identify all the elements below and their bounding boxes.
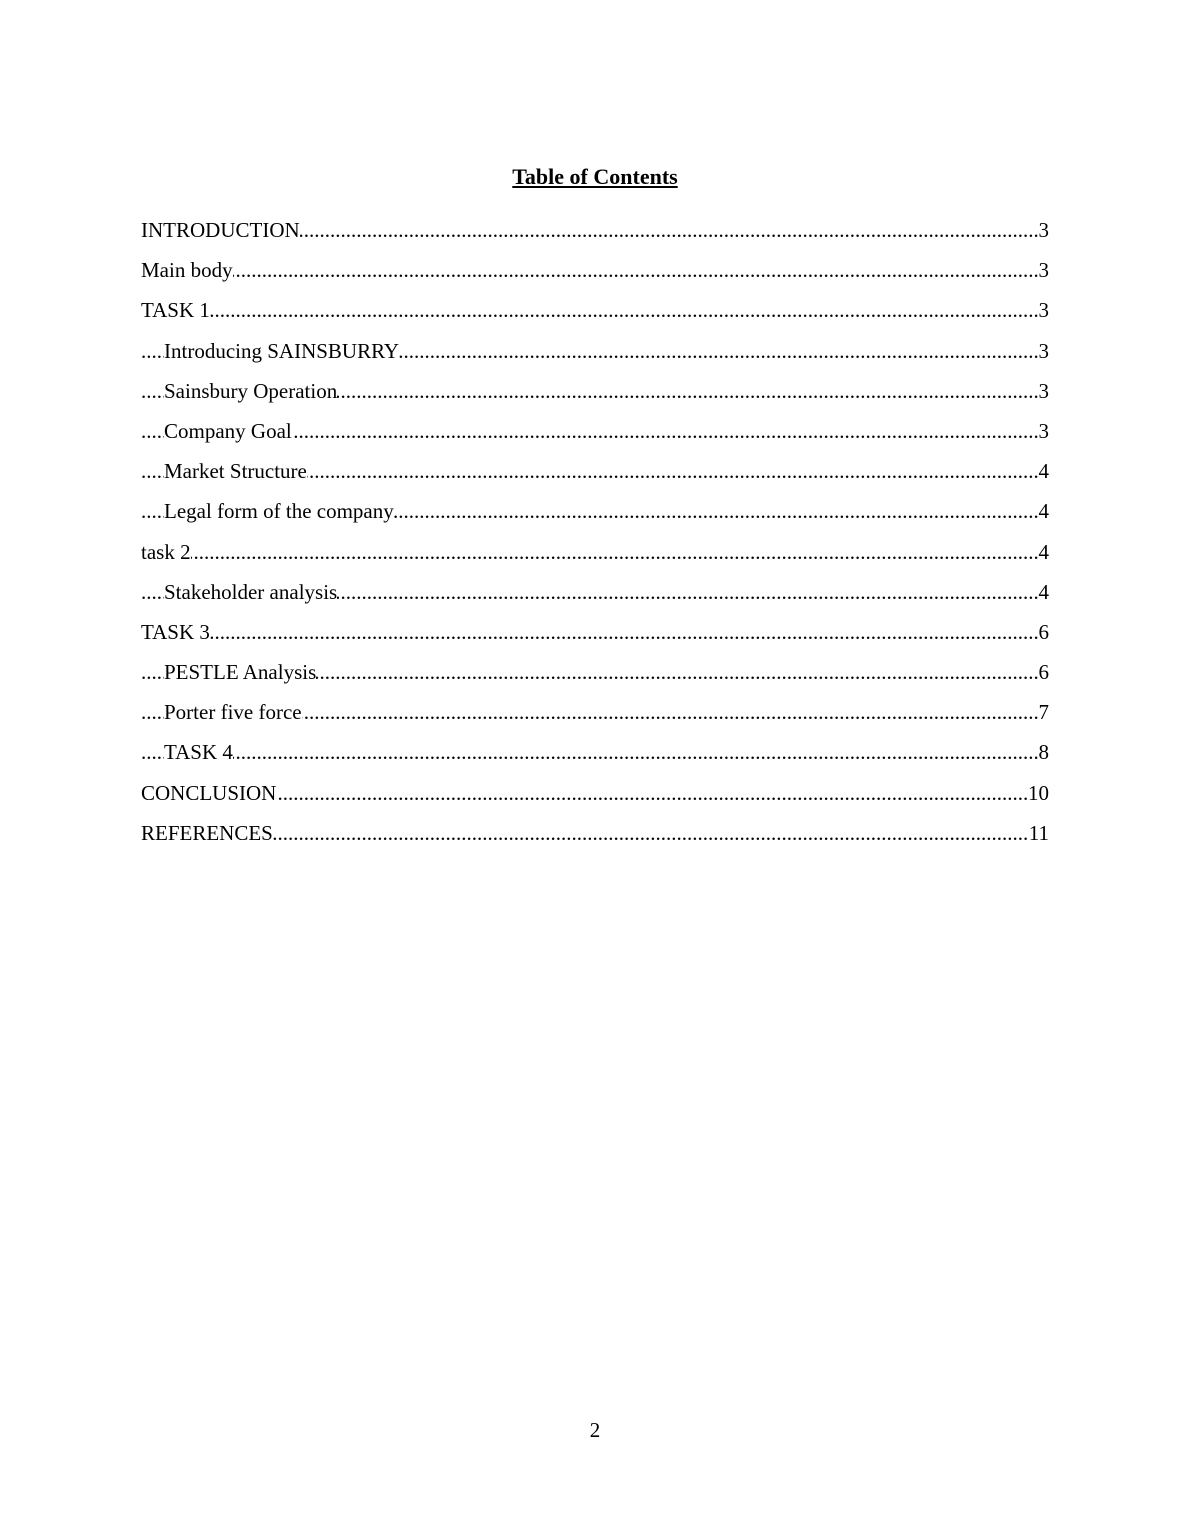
toc-entry-page: 3: [1039, 294, 1050, 326]
toc-entry-page: 3: [1039, 415, 1050, 447]
toc-entry-page: 4: [1039, 455, 1050, 487]
toc-entry-page: 8: [1039, 736, 1050, 768]
toc-entry-porter-five-force[interactable]: [141, 696, 1049, 736]
toc-entry-page: 7: [1039, 696, 1050, 728]
toc-entry-page: 4: [1039, 495, 1050, 527]
toc-entry-sainsbury-operation[interactable]: [141, 375, 1049, 415]
toc-entry-pestle-analysis[interactable]: [141, 656, 1049, 696]
toc-entry-label: Sainsbury Operation: [164, 378, 338, 403]
toc-entry-page: 3: [1039, 335, 1050, 367]
toc-entry-label: Porter five force: [164, 700, 302, 725]
toc-entry-label: PESTLE Analysis: [164, 660, 317, 685]
toc-entry-label: Stakeholder analysis: [164, 579, 338, 604]
toc-leader-dots: [141, 616, 1049, 648]
toc-entry-stakeholder-analysis[interactable]: [141, 576, 1049, 616]
toc-leader-dots: [141, 536, 1049, 568]
toc-entry-introduction[interactable]: [141, 214, 1049, 254]
toc-entry-introducing-sainsburry[interactable]: [141, 335, 1049, 375]
toc-leader-dots: [141, 736, 1049, 768]
toc-entry-company-goal[interactable]: [141, 415, 1049, 455]
toc-entry-label: TASK 1: [141, 298, 210, 323]
toc-entry-label: Main body: [141, 258, 233, 283]
page-number: 2: [589, 1418, 601, 1442]
toc-leader-dots: [141, 254, 1049, 286]
toc-entry-label: TASK 4: [164, 740, 233, 765]
toc-entry-main-body[interactable]: [141, 254, 1049, 294]
toc-leader-dots: [141, 294, 1049, 326]
toc-entry-label: REFERENCES: [141, 820, 273, 845]
toc-entry-task-4[interactable]: [141, 736, 1049, 776]
toc-entry-label: CONCLUSION: [141, 780, 277, 805]
toc-entry-page: 6: [1039, 656, 1050, 688]
toc-entry-label: Introducing SAINSBURRY: [164, 338, 400, 363]
toc-entry-label: INTRODUCTION: [141, 218, 300, 242]
toc-entry-task-3[interactable]: [141, 616, 1049, 656]
toc-entry-page: 3: [1039, 254, 1050, 286]
toc-leader-dots: [141, 777, 1049, 809]
toc-entry-page: 10: [1028, 777, 1049, 809]
toc-entry-references[interactable]: [141, 817, 1049, 857]
toc-entry-page: 4: [1039, 576, 1050, 608]
toc-entry-page: 6: [1039, 616, 1050, 648]
toc-entry-label: TASK 3: [141, 619, 210, 644]
toc-entry-conclusion[interactable]: [141, 777, 1049, 817]
toc-entry-page: 3: [1039, 375, 1050, 407]
toc-entry-task-2[interactable]: [141, 536, 1049, 576]
toc-entry-label: Market Structure: [164, 459, 307, 484]
toc-entry-label: Legal form of the company: [164, 499, 394, 524]
toc-entry-label: task 2: [141, 539, 191, 564]
toc-entry-page: 4: [1039, 536, 1050, 568]
toc-entry-task-1[interactable]: [141, 294, 1049, 334]
toc-entry-page: 11: [1029, 817, 1049, 849]
toc-entry-market-structure[interactable]: [141, 455, 1049, 495]
toc-leader-dots: [141, 817, 1049, 849]
toc-list: [141, 214, 1049, 857]
toc-entry-page: 3: [1039, 214, 1050, 246]
toc-entry-legal-form[interactable]: [141, 495, 1049, 535]
toc-entry-label: Company Goal: [164, 418, 292, 443]
toc-title: Table of Contents: [512, 164, 678, 189]
